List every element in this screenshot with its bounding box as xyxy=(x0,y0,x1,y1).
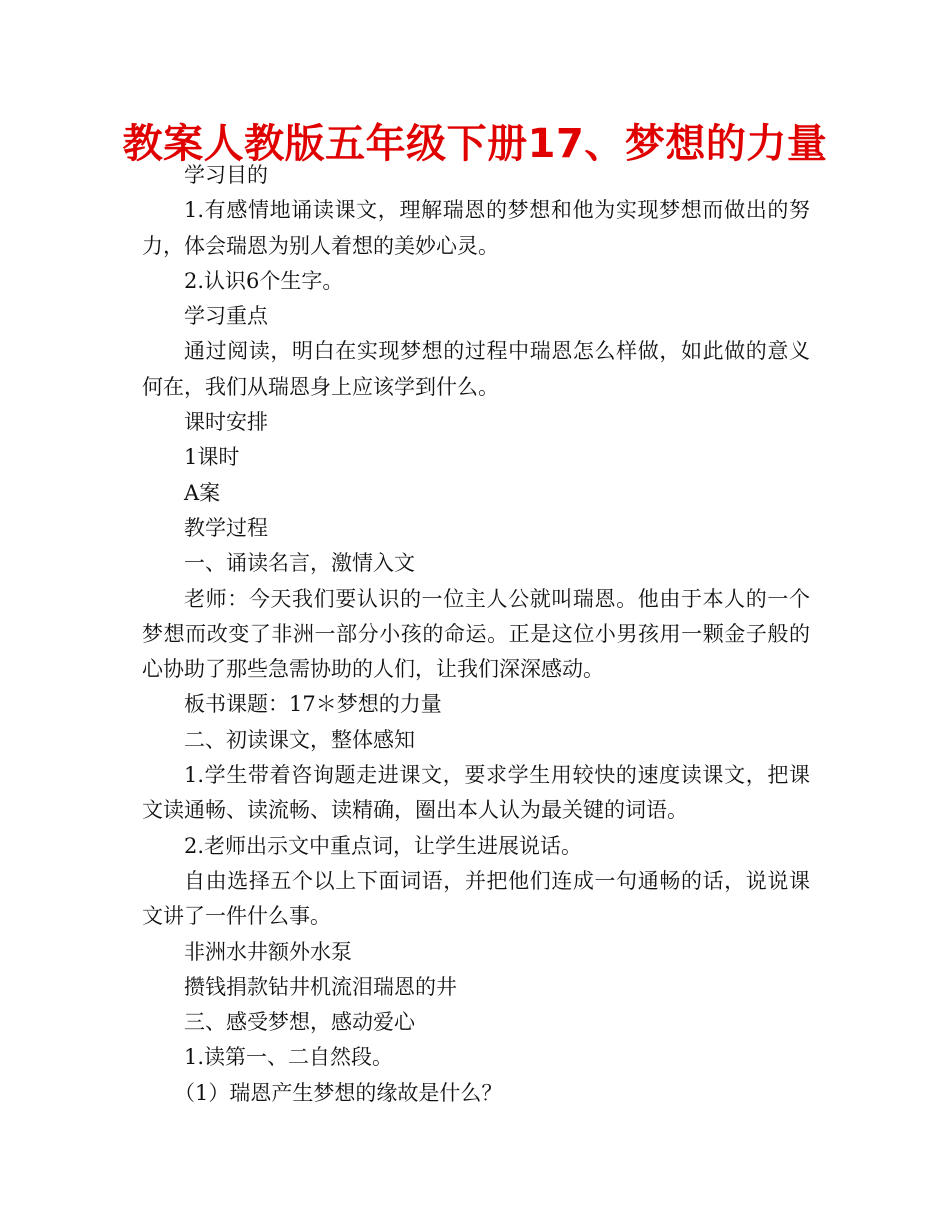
paragraph: 1.读第一、二自然段。 xyxy=(184,1045,394,1070)
paragraph: 1课时 xyxy=(184,445,240,470)
paragraph: 老师：今天我们要认识的一位主人公就叫瑞恩。他由于本人的一个梦想而改变了非洲一部分小孩的命运。正是这位小男孩用一颗金子般的心协助了那些急需协助的人们，让我们深深感动。 xyxy=(142,586,810,682)
paragraph: 板书课题：17＊梦想的力量 xyxy=(184,692,442,717)
paragraph: 一、诵读名言，激情入文 xyxy=(184,551,415,576)
paragraph: 2.认识6个生字。 xyxy=(184,268,344,293)
paragraph: 非洲水井额外水泵 xyxy=(184,939,352,964)
paragraph: 攒钱捐款钻井机流泪瑞恩的井 xyxy=(184,974,457,999)
paragraph: 教学过程 xyxy=(184,515,268,540)
paragraph: 二、初读课文，整体感知 xyxy=(184,727,415,752)
document-body xyxy=(142,158,810,1111)
paragraph: A案 xyxy=(184,480,221,505)
paragraph: 1.学生带着咨询题走进课文，要求学生用较快的速度读课文，把课文读通畅、读流畅、读精确，圈出本人认为最关键的词语。 xyxy=(142,763,810,823)
paragraph: 学习重点 xyxy=(184,304,268,329)
paragraph: 课时安排 xyxy=(184,410,268,435)
document-title: 教案人教版五年级下册17、梦想的力量 xyxy=(122,121,828,167)
paragraph: 通过阅读，明白在实现梦想的过程中瑞恩怎么样做，如此做的意义何在，我们从瑞恩身上应该学到什么。 xyxy=(142,339,810,399)
paragraph: 三、感受梦想，感动爱心 xyxy=(184,1010,415,1035)
paragraph: 1.有感情地诵读课文，理解瑞恩的梦想和他为实现梦想而做出的努力，体会瑞恩为别人着想的美妙心灵。 xyxy=(142,198,810,258)
paragraph: 2.老师出示文中重点词，让学生进展说话。 xyxy=(184,833,583,858)
paragraph: 自由选择五个以上下面词语，并把他们连成一句通畅的话，说说课文讲了一件什么事。 xyxy=(142,868,810,929)
paragraph: （1）瑞恩产生梦想的缘故是什么？ xyxy=(174,1080,503,1105)
paragraph: 学习目的 xyxy=(184,163,268,187)
